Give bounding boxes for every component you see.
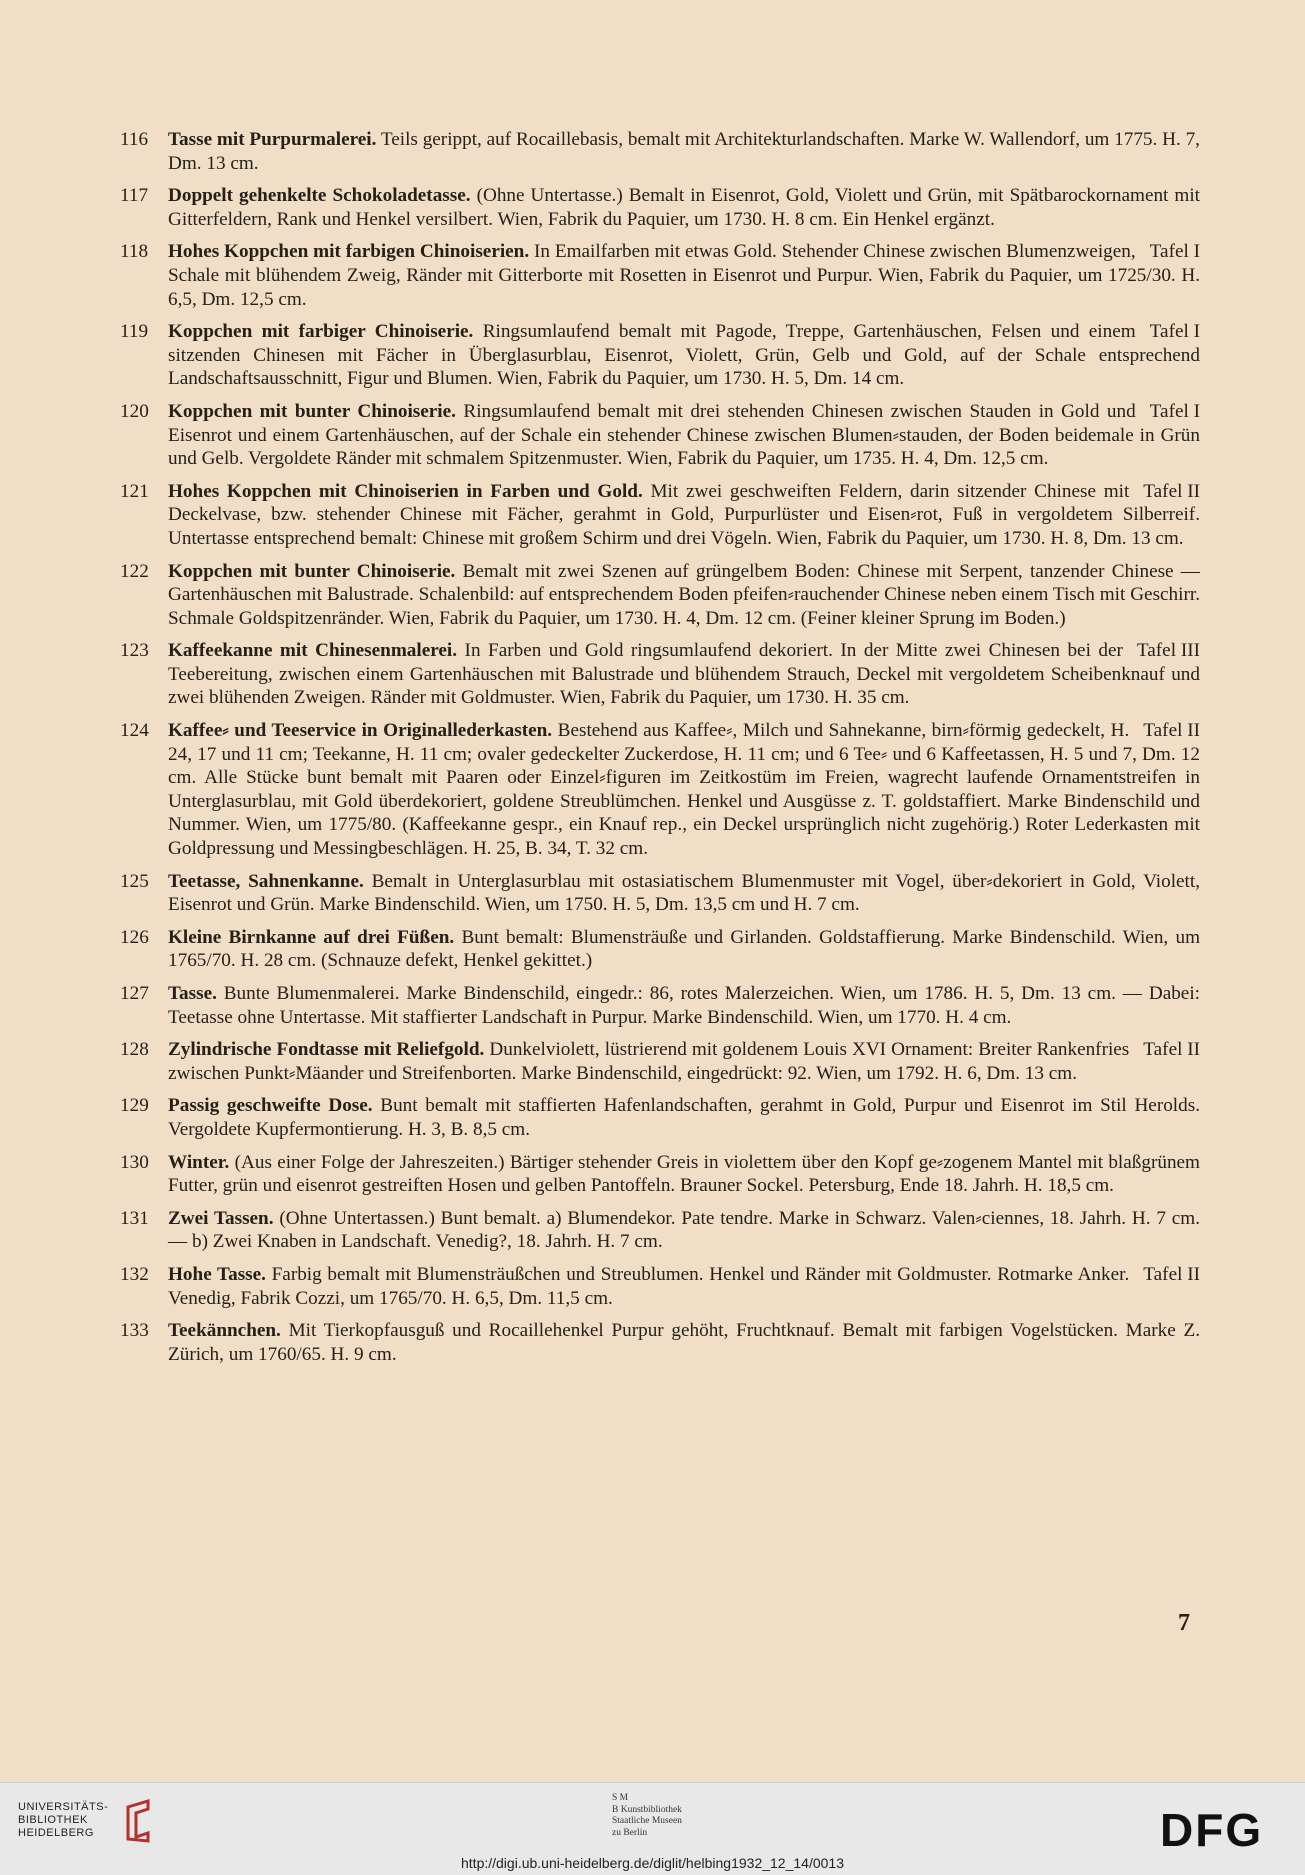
catalog-entry xyxy=(120,184,1200,231)
entry-body xyxy=(168,639,1200,710)
entry-title: Koppchen mit farbiger Chinoiserie. xyxy=(168,321,474,343)
entry-body xyxy=(168,480,1200,551)
entry-body xyxy=(168,560,1200,631)
university-line: HEIDELBERG xyxy=(18,1827,94,1839)
smb-kunstbibliothek-logo: S M B Kunstbibliothek Staatliche Museen zu Berlin xyxy=(612,1793,682,1838)
entry-description: Bemalt mit zwei Szenen auf grüngelbem Boden: Chinese mit Serpent, tanzender Chinese — Gartenhäuschen mit Balustrade. Schalenbild: auf entsprechendem Boden pfeifen⸗rauchender Chinese neben einem Tisch mit Geschirr. Schmale Goldspitzenränder. Wien, Fabrik du Paquier, um 1730. H. 4, Dm. 12 cm. (Feiner kleiner Sprung im Boden.) xyxy=(168,560,1200,629)
university-logo-icon xyxy=(122,1797,158,1848)
entry-description: (Aus einer Folge der Jahreszeiten.) Bärtiger stehender Greis in violettem über den Kopf ge⸗zogenem Mantel mit blaßgrünem Futter, grün und eisenrot gestreiften Hosen und gelben Pantoffeln. Brauner Sockel. Petersburg, Ende 18. Jahrh. H. 18,5 cm. xyxy=(168,1151,1200,1197)
entry-number: 126 xyxy=(120,926,149,948)
entry-body xyxy=(168,320,1200,391)
entry-plate-ref: Tafel II xyxy=(1143,720,1200,742)
entry-description: Bemalt in Unterglasurblau mit ostasiatischem Blumenmuster mit Vogel, über⸗dekoriert in Gold, Violett, Eisenrot und Grün. Marke Bindenschild. Wien, um 1750. H. 5, Dm. 13,5 cm und H. 7 cm. xyxy=(168,870,1201,916)
entry-number: 118 xyxy=(120,241,149,263)
entry-body xyxy=(168,240,1200,311)
entry-number: 129 xyxy=(120,1095,149,1117)
catalog-entry xyxy=(120,1207,1200,1254)
entry-number: 128 xyxy=(120,1039,149,1061)
entry-number: 120 xyxy=(120,400,149,422)
entry-plate-ref: Tafel I xyxy=(1149,400,1200,422)
entry-description: (Ohne Untertassen.) Bunt bemalt. a) Blumendekor. Pate tendre. Marke in Schwarz. Valen⸗ciennes, 18. Jahrh. H. 7 cm. — b) Zwei Knaben in Landschaft. Venedig?, 18. Jahrh. H. 7 cm. xyxy=(168,1207,1201,1253)
catalog-entry xyxy=(120,1263,1200,1310)
entry-plate-ref: Tafel I xyxy=(1149,241,1200,263)
dfg-logo: DFG xyxy=(1160,1804,1264,1856)
entry-body xyxy=(168,1151,1200,1198)
entry-body xyxy=(168,719,1200,861)
entry-title: Winter. xyxy=(168,1151,230,1173)
entry-body xyxy=(168,184,1200,231)
entry-description: Ringsumlaufend bemalt mit drei stehenden Chinesen zwischen Stauden in Gold und Eisenrot und einem Gartenhäuschen, auf der Schale ein stehender Chinese zwischen Blumen⸗stauden, der Boden beidemale in Grün und Gelb. Vergoldete Ränder mit schmalem Spitzenmuster. Wien, Fabrik du Paquier, um 1735. H. 4, Dm. 12,5 cm. xyxy=(168,400,1200,470)
entry-description: Ringsumlaufend bemalt mit Pagode, Treppe, Gartenhäuschen, Felsen und einem sitzenden Chinesen mit Fächer in Überglasurblau, Eisenrot, Violett, Grün, Gelb und Gold, auf der Schale entsprechend Landschaftsausschnitt, Figur und Blumen. Wien, Fabrik du Paquier, um 1730. H. 5, Dm. 14 cm. xyxy=(168,321,1200,390)
entry-description: Bestehend aus Kaffee⸗, Milch und Sahnekanne, birn⸗förmig gedeckelt, H. 24, 17 und 11 cm; Teekanne, H. 11 cm; ovaler gedeckelter Zuckerdose, H. 11 cm; und 6 Tee⸗ und 6 Kaffeetassen, H. 5 und 7, Dm. 12 cm. Alle Stücke bunt bemalt mit Paaren oder Einzel⸗figuren im Zeitkostüm im Freien, wagrecht laufende Ornamentstreifen in Unterglasurblau, mit Gold überdekoriert, goldene Streublümchen. Henkel und Ausgüsse z. T. goldstaffiert. Marke Bindenschild und Nummer. Wien, um 1775/80. (Kaffeekanne gespr., ein Knauf rep., ein Deckel ursprünglich nicht zugehörig.) Roter Lederkasten mit Goldpressung und Messingbeschlägen. H. 25, B. 34, T. 32 cm. xyxy=(168,720,1200,860)
entry-description: In Emailfarben mit etwas Gold. Stehender Chinese zwischen Blumenzweigen, Schale mit blühendem Zweig, Ränder mit Gitterborte mit Rosetten in Eisenrot und Purpur. Wien, Fabrik du Paquier, um 1725/30. H. 6,5, Dm. 12,5 cm. xyxy=(168,241,1200,310)
entry-number: 119 xyxy=(120,321,149,343)
entry-description: Bunt bemalt mit staffierten Hafenlandschaften, gerahmt in Gold, Purpur und Eisenrot im Stil Herolds. Vergoldete Kupfermontierung. H. 3, B. 8,5 cm. xyxy=(168,1095,1200,1140)
entry-description: (Ohne Untertasse.) Bemalt in Eisenrot, Gold, Violett und Grün, mit Spätbarockornament mit Gitterfeldern, Rank und Henkel versilbert. Wien, Fabrik du Paquier, um 1730. H. 8 cm. Ein Henkel ergänzt. xyxy=(168,185,1201,230)
entry-body xyxy=(168,1207,1200,1254)
entry-description: Farbig bemalt mit Blumensträußchen und Streublumen. Henkel und Ränder mit Goldmuster. Rotmarke Anker. Venedig, Fabrik Cozzi, um 1765/70. H. 6,5, Dm. 11,5 cm. xyxy=(168,1263,1130,1309)
entry-number: 124 xyxy=(120,720,149,742)
entry-title: Teekännchen. xyxy=(168,1320,281,1342)
entry-plate-ref: Tafel II xyxy=(1143,480,1200,502)
university-line: BIBLIOTHEK xyxy=(18,1814,88,1826)
entry-title: Kleine Birnkanne auf drei Füßen. xyxy=(168,926,455,948)
entry-body xyxy=(168,1263,1200,1310)
entry-number: 125 xyxy=(120,870,149,892)
entry-number: 121 xyxy=(120,480,149,502)
entry-body xyxy=(168,870,1200,917)
entry-title: Zwei Tassen. xyxy=(168,1207,274,1229)
catalog-entry xyxy=(120,400,1200,471)
entry-number: 127 xyxy=(120,983,149,1004)
catalog-entry xyxy=(120,719,1200,861)
entry-description: Bunte Blumenmalerei. Marke Bindenschild, eingedr.: 86, rotes Malerzeichen. Wien, um 1786. H. 5, Dm. 13 cm. — Dabei: Teetasse ohne Untertasse. Mit staffierter Landschaft in Purpur. Marke Bindenschild. Wien, um 1770. H. 4 cm. xyxy=(168,983,1200,1028)
entry-title: Doppelt gehenkelte Schokoladetasse. xyxy=(168,185,471,207)
entry-number: 122 xyxy=(120,560,149,582)
entry-number: 132 xyxy=(120,1263,149,1285)
entry-body xyxy=(168,1094,1200,1141)
entry-title: Hohe Tasse. xyxy=(168,1263,266,1285)
entry-number: 117 xyxy=(120,185,149,207)
catalog-entry xyxy=(120,1094,1200,1141)
permalink-url[interactable]: http://digi.ub.uni-heidelberg.de/diglit/helbing1932_12_14/0013 xyxy=(461,1855,844,1871)
entry-title: Kaffeekanne mit Chinesenmalerei. xyxy=(168,640,458,662)
entry-description: In Farben und Gold ringsumlaufend dekoriert. In der Mitte zwei Chinesen bei der Teebereitung, zwischen einem Gartenhäuschen mit Balustrade und blühendem Strauch, Deckel mit vergoldetem Scheibenknauf und zwei blühenden Zweigen. Ränder mit Goldmuster. Wien, Fabrik du Paquier, um 1730. H. 35 cm. xyxy=(168,640,1200,709)
entry-body xyxy=(168,982,1200,1029)
entry-title: Tasse mit Purpurmalerei. xyxy=(168,129,377,150)
catalog-entry xyxy=(120,982,1200,1029)
entry-title: Hohes Koppchen mit Chinoiserien in Farben und Gold. xyxy=(168,480,643,502)
catalog-entry xyxy=(120,1319,1200,1366)
entry-description: Dunkelviolett, lüstrierend mit goldenem Louis XVI Ornament: Breiter Rankenfries zwischen Punkt⸗Mäander und Streifenborten. Marke Bindenschild, eingedrückt: 92. Wien, um 1792. H. 6, Dm. 13 cm. xyxy=(168,1039,1130,1084)
footer-bar xyxy=(0,1782,1305,1875)
catalog-entries xyxy=(120,128,1200,1375)
entry-body xyxy=(168,1319,1200,1366)
entry-title: Zylindrische Fondtasse mit Reliefgold. xyxy=(168,1039,485,1061)
entry-title: Kaffee⸗ und Teeservice in Originallederkasten. xyxy=(168,720,553,742)
university-line: UNIVERSITÄTS- xyxy=(18,1801,109,1813)
entry-title: Passig geschweifte Dose. xyxy=(168,1095,373,1117)
entry-description: Mit zwei geschweiften Feldern, darin sitzender Chinese mit Deckelvase, bzw. stehender Chinese mit Fächer, gerahmt in Gold, Purpurlüster und Eisen⸗rot, Fuß in vergoldetem Silberreif. Untertasse entsprechend bemalt: Chinese mit großem Schirm und drei Vögeln. Wien, Fabrik du Paquier, um 1730. H. 8, Dm. 13 cm. xyxy=(168,480,1200,549)
catalog-entry xyxy=(120,480,1200,551)
entry-description: Teils gerippt, auf Rocaillebasis, bemalt mit Architekturlandschaften. Marke W. Wallendorf, um 1775. H. 7, Dm. 13 cm. xyxy=(168,129,1200,174)
catalog-entry xyxy=(120,926,1200,973)
entry-title: Tasse. xyxy=(168,983,217,1004)
entry-title: Teetasse, Sahnenkanne. xyxy=(168,870,364,892)
catalog-entry xyxy=(120,1038,1200,1085)
catalog-entry xyxy=(120,128,1200,175)
entry-number: 131 xyxy=(120,1207,149,1229)
entry-description: Mit Tierkopfausguß und Rocaillehenkel Purpur gehöht, Fruchtknauf. Bemalt mit farbigen Vogelstücken. Marke Z. Zürich, um 1760/65. H. 9 cm. xyxy=(168,1320,1200,1365)
entry-number: 133 xyxy=(120,1320,149,1342)
entry-body xyxy=(168,128,1200,175)
entry-description: Bunt bemalt: Blumensträuße und Girlanden. Goldstaffierung. Marke Bindenschild. Wien, um 1765/70. H. 28 cm. (Schnauze defekt, Henkel gekittet.) xyxy=(168,926,1200,972)
entry-plate-ref: Tafel II xyxy=(1143,1263,1200,1285)
entry-title: Koppchen mit bunter Chinoiserie. xyxy=(168,400,456,422)
catalog-entry xyxy=(120,240,1200,311)
catalog-entry xyxy=(120,560,1200,631)
catalog-entry xyxy=(120,320,1200,391)
entry-number: 130 xyxy=(120,1151,149,1173)
entry-body xyxy=(168,1038,1200,1085)
entry-plate-ref: Tafel III xyxy=(1136,640,1200,662)
entry-plate-ref: Tafel II xyxy=(1143,1039,1200,1061)
entry-body xyxy=(168,400,1200,471)
entry-number: 123 xyxy=(120,640,149,662)
entry-title: Koppchen mit bunter Chinoiserie. xyxy=(168,560,456,582)
catalog-entry xyxy=(120,639,1200,710)
catalog-entry xyxy=(120,1151,1200,1198)
entry-body xyxy=(168,926,1200,973)
entry-plate-ref: Tafel I xyxy=(1149,321,1200,343)
entry-number: 116 xyxy=(120,129,149,150)
page-number: 7 xyxy=(1178,1610,1190,1636)
entry-title: Hohes Koppchen mit farbigen Chinoiserien. xyxy=(168,241,530,263)
catalog-entry xyxy=(120,870,1200,917)
